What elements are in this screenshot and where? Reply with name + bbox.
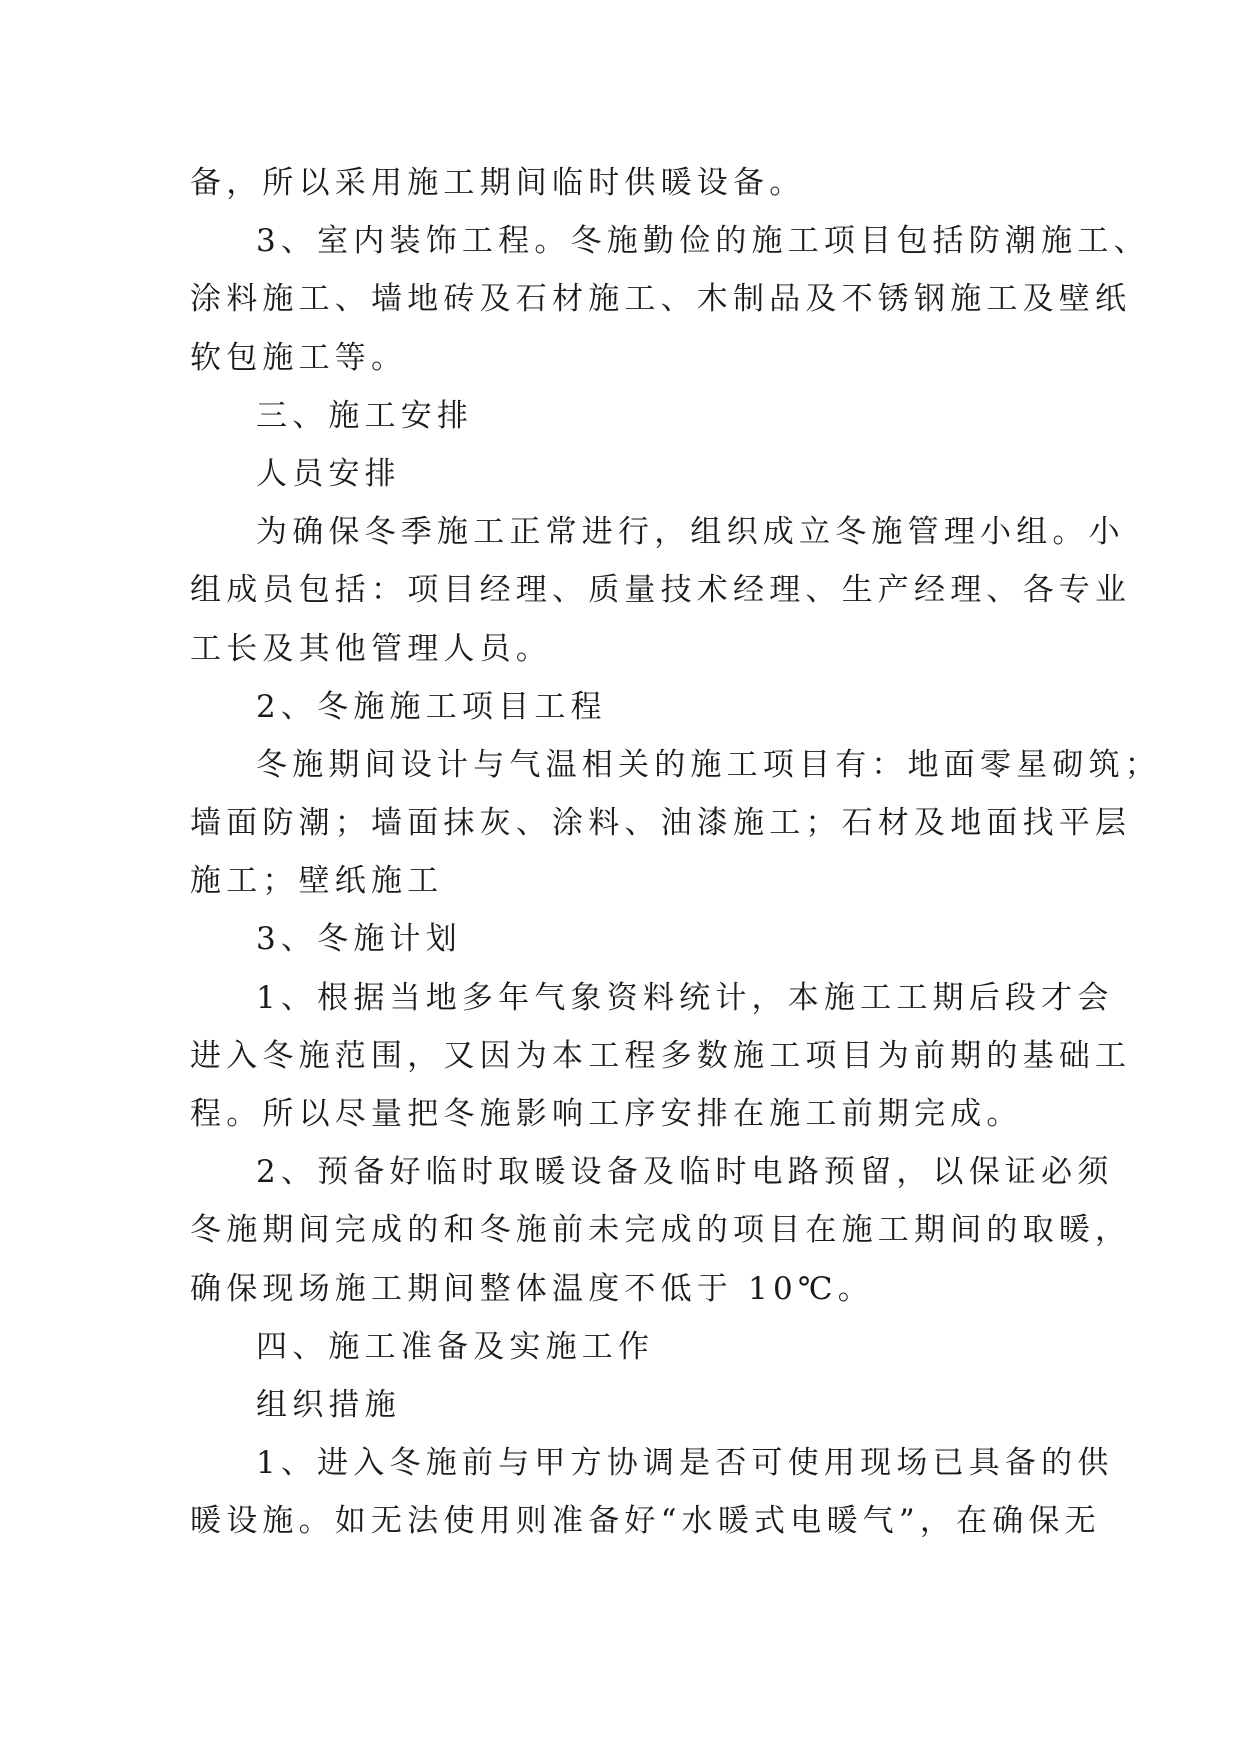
subsection-heading: 组织措施 [256, 1386, 401, 1423]
paragraph-line: 工长及其他管理人员。 [190, 630, 552, 667]
paragraph-line: 软包施工等。 [190, 339, 408, 376]
paragraph-line: 暖设施。如无法使用则准备好“水暖式电暖气”，在确保无 [190, 1503, 1101, 1540]
paragraph-line: 施工；壁纸施工 [190, 863, 444, 900]
document-body [190, 154, 1161, 1551]
paragraph-line: 墙面防潮；墙面抹灰、涂料、油漆施工；石材及地面找平层 [190, 805, 1132, 842]
paragraph-line: 为确保冬季施工正常进行，组织成立冬施管理小组。小 [256, 514, 1125, 551]
paragraph-line: 3、室内装饰工程。冬施勤俭的施工项目包括防潮施工、 [256, 223, 1150, 260]
section-heading: 四、施工准备及实施工作 [256, 1328, 655, 1365]
paragraph-line: 组成员包括：项目经理、质量技术经理、生产经理、各专业 [190, 572, 1132, 609]
subsection-heading: 2、冬施施工项目工程 [256, 688, 607, 725]
subsection-heading: 3、冬施计划 [256, 921, 462, 958]
paragraph-line: 1、进入冬施前与甲方协调是否可使用现场已具备的供 [256, 1445, 1114, 1482]
paragraph-line: 冬施期间设计与气温相关的施工项目有：地面零星砌筑； [256, 746, 1161, 783]
section-heading: 三、施工安排 [256, 397, 474, 434]
paragraph-line: 确保现场施工期间整体温度不低于 10℃。 [190, 1270, 874, 1307]
paragraph-line: 2、预备好临时取暖设备及临时电路预留，以保证必须 [256, 1154, 1114, 1191]
paragraph-line: 程。所以尽量把冬施影响工序安排在施工前期完成。 [190, 1096, 1023, 1132]
paragraph-line: 冬施期间完成的和冬施前未完成的项目在施工期间的取暖， [190, 1212, 1132, 1249]
paragraph-line: 备，所以采用施工期间临时供暖设备。 [190, 165, 806, 201]
subsection-heading: 人员安排 [256, 455, 401, 492]
paragraph-line: 涂料施工、墙地砖及石材施工、木制品及不锈钢施工及壁纸 [190, 281, 1132, 318]
paragraph-line: 1、根据当地多年气象资料统计，本施工工期后段才会 [256, 979, 1114, 1016]
paragraph-line: 进入冬施范围，又因为本工程多数施工项目为前期的基础工 [190, 1037, 1132, 1074]
